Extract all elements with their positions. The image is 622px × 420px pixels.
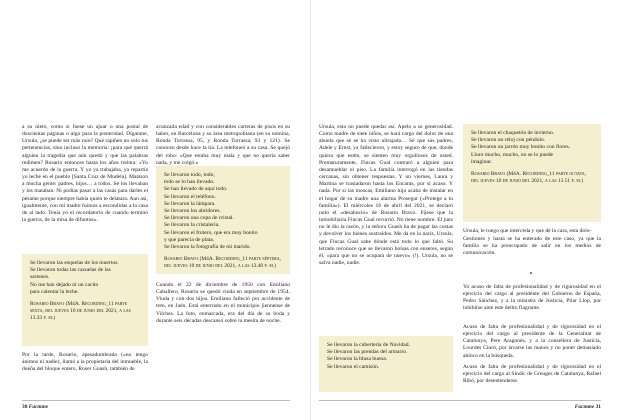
quote-line: Se llevaron el camisón.: [327, 363, 380, 370]
left-column-2-body: [156, 124, 290, 166]
quote-line: Lloro mucho, mucho, no se lo puede: [471, 151, 554, 158]
left-col1-tail-paragraph: Por la tarde, Rosario, apesadumbrada («no tengo ánimos ni nadie), llamó a la propietaria del inmueble, la dueña del bloque entero, Roser Guash, también de: [22, 352, 148, 373]
left-column-2-tail: [156, 282, 290, 342]
footer-rule: [319, 400, 601, 401]
footer-left: [22, 404, 48, 411]
quote-line: Se llevaron la blusa buena.: [327, 356, 388, 363]
right-col1-paragraph: Ursula, esto no puede quedar así. Apelo a su generosidad. Como madre de siete niños, se hará cargo del dolor de una abuela que sé se ha visto ultrajada… Sé que sus padres, Adele y Ernst, ya fallecieron, y estoy seguro de que, donde quiera que estén, se sienten muy orgullosos de usted. Prematuramente, Fincas Gual contrató a alguien para desamueblar el piso. La familia interrogó en las tiendas cercanas, sin obtener respuestas. Y un viernes, Laura y Martina se trasladaron hasta los Encants, por si acaso. Y nada. Por si las moscas, Emiliano hijo acaba de instalar en el hogar de su madre una alarma Prosegur («Protege a tu familia»). El miércoles 16 de abril del 2021, se declaró nulo el «desahucio» de Rosario Bravo. Fíjese que la inmobiliaria Fincas Gual recurrió. No tiene nombre. El juez no le dio la razón, y la señora Guash ha de pagar las costas y devolver los bienes sustraídos. Me da en la nariz, Ursula, que Fincas Gual sabe dónde está todo lo que faltó. Su letrado reconoce que se llevaron bolsas con enseres, según él, «para que no se ocupara de nuevo» (!). Ursula, no se salva nadie, nadie.: [319, 124, 453, 266]
quote-line: Se llevaron la fotografía de mi marido.: [164, 244, 251, 251]
quote-line: Se llevaron la cubertería de Navidad.: [327, 342, 410, 348]
quote-line: para calentar la leche.: [30, 288, 79, 295]
right-column-2-para-1: [463, 236, 601, 260]
quote-line: todo se lo han llevado.: [164, 179, 215, 186]
quote-citation: Rosario Bravo (M4A. Recording_11 parte sexta, del jueves 10 de junio del 2021, a las 13.33 p. m.): [30, 301, 131, 322]
left-column-1-body: [22, 124, 148, 250]
quote-box-right: [463, 124, 601, 222]
quote-box-bottom: [319, 336, 453, 392]
quote-line: No me han dejado ni un cacito: [30, 281, 99, 288]
quote-line: Se llevaron el chaquetón de invierno.: [471, 130, 555, 136]
quote-line: sartenes.: [30, 274, 50, 281]
page-number: 31: [595, 404, 601, 410]
footer-rule: [22, 400, 290, 401]
right-col2-paragraph: Gestiones y hasta se ha enterado de este caso, ya que la familia se ha preocupado de salir en los medios de comunicación.: [463, 236, 601, 257]
right-column-2-para-4: [463, 364, 601, 394]
left-col1-paragraph: a su nieto, como si fuese un ajuar o una postal de doscientas páginas o algo para la posteridad. Díganme, Ursula, ¿se puede ser más ruin? Qué rapiñen no solo tus pertenencias, sino incluso la memoria: ¡para qué querrá alguien la tragedia que aún quedó y que las palabras redimen? Rosario entonces hasta los años treinta: «Yo me acuerdo de la guerra. Y yo ya trabajaba, ya repartía yo leche en el pueblo [Santa Cruz de Mudela]. Mataron a mucha gente: padres, hijos… a todos. Se los llevaban y los mataban. Ni podías pasar a las casas para darles el pésame porque siempre había quien te delatara. Aun así, igualmente, con mi madre fuimos a escondidas a la casa de al lado. Tenía yo el recordatorio de cuando terminó la guerra, de la misa de difuntos».: [22, 124, 148, 224]
right-column-1-body: [319, 124, 453, 330]
quote-line: y que parecía de plata.: [164, 236, 215, 243]
quote-line: Se llevaron los abridores.: [164, 208, 221, 215]
quote-line: Se llevaron un jarrón muy bonito con flores.: [471, 144, 571, 151]
right-col2-paragraph: Acuso de falta de profesionalidad y de rigurosidad en el ejercicio del cargo al presidente de la Generalitat de Catalunya, Pere Aragonès, y a la consellera de Justícia, Lourdes Ciuró, por lavarse las manos y no poner demasiado ahínco en la búsqueda.: [463, 324, 601, 359]
quote-line: Se llevaron las esquelas de los muertos.: [30, 260, 119, 266]
page-number: 30: [22, 404, 28, 410]
quote-line: Se llevaron las prendas del armario.: [327, 349, 408, 356]
left-col2-tail-paragraph: Cuando el 22 de diciembre de 1950 con Emiliano Caballero, Rosario se quedó viuda en septiembre de 1954. Viuda y con dos hijos. Emiliano falleció por accidente de tren, en Jaén. Está enterrado en el municipio jiennense de Vilches. La foto, enmarcada, era del día de su boda y durante seis décadas descansó sobre la mesita de noche.: [156, 282, 290, 324]
quote-line: Se llevaron una copa de cristal.: [164, 215, 234, 222]
quote-citation: Rosario Bravo (M4A. Recording_11 parte séptima, del jueves 10 de junio del 2021, a las 13.40 p. m.): [164, 256, 281, 270]
quote-line: Se llevaron el frutero, que era muy bonito: [164, 229, 258, 236]
magazine-name: Facmme: [574, 404, 595, 410]
quote-citation: Rosario Bravo (M4A. Recording_11 parte octava, del jueves 10 de junio del 2021, a las 13.51 p. m.): [471, 171, 587, 185]
right-col2-paragraph: Acuso de falta de profesionalidad y de rigurosidad en el ejercicio del cargo al Síndic de Greuges de Catalunya, Rafael Ribó, por desentenderse.: [463, 364, 601, 385]
footer-right: [575, 404, 601, 411]
quote-box-left: [22, 254, 148, 346]
right-col2-paragraph: Yo acuso de falta de profesionalidad y de rigurosidad en el ejercicio del cargo al presidente del Gobierno de España, Pedro Sánchez, y a la ministra de Justicia, Pilar Llop, por inhibirse ante este delito flagrante.: [463, 284, 601, 312]
quote-line: Se llevaron la lámpara.: [164, 200, 216, 207]
quote-line: Se llevaron el teléfono.: [164, 193, 216, 200]
quote-line: Se llevaron todo, todo,: [164, 172, 215, 178]
magazine-name: Facmme: [28, 404, 49, 410]
left-col2-paragraph: avanzada edad y con considerables carteras de pisos en su haber, en Barcelona y su área metropolitana (en su nómina, Ronda Torrassa, 95, y Ronda Torrassa, 93 y 121). Se conocen desde hace la tía. La telefoneó a su casa. Se quejó del robo: «Que estaba muy mala y que no quería saber nada, y me colgó.»: [156, 124, 290, 166]
quote-line: Se han llevado de aquí todo.: [164, 186, 228, 193]
separator-dot: [530, 272, 532, 274]
quote-box-center: [156, 166, 290, 274]
left-column-1-tail: [22, 352, 148, 382]
quote-line: Se llevaron un reloj con péndulo.: [471, 137, 546, 144]
right-page: [311, 0, 622, 420]
quote-line: Se llevaron la cristalería.: [164, 222, 220, 229]
right-col2-intro: Ursula, le ruego que interceda y que dé la cara, esta dolo-: [463, 228, 592, 234]
right-column-2-para-2: [463, 284, 601, 320]
quote-line: Se llevaron todas las cazuelas de las: [30, 267, 111, 274]
right-column-2-para-3: [463, 324, 601, 360]
right-column-2-intro: [463, 228, 601, 236]
quote-line: imaginar.: [471, 158, 492, 165]
